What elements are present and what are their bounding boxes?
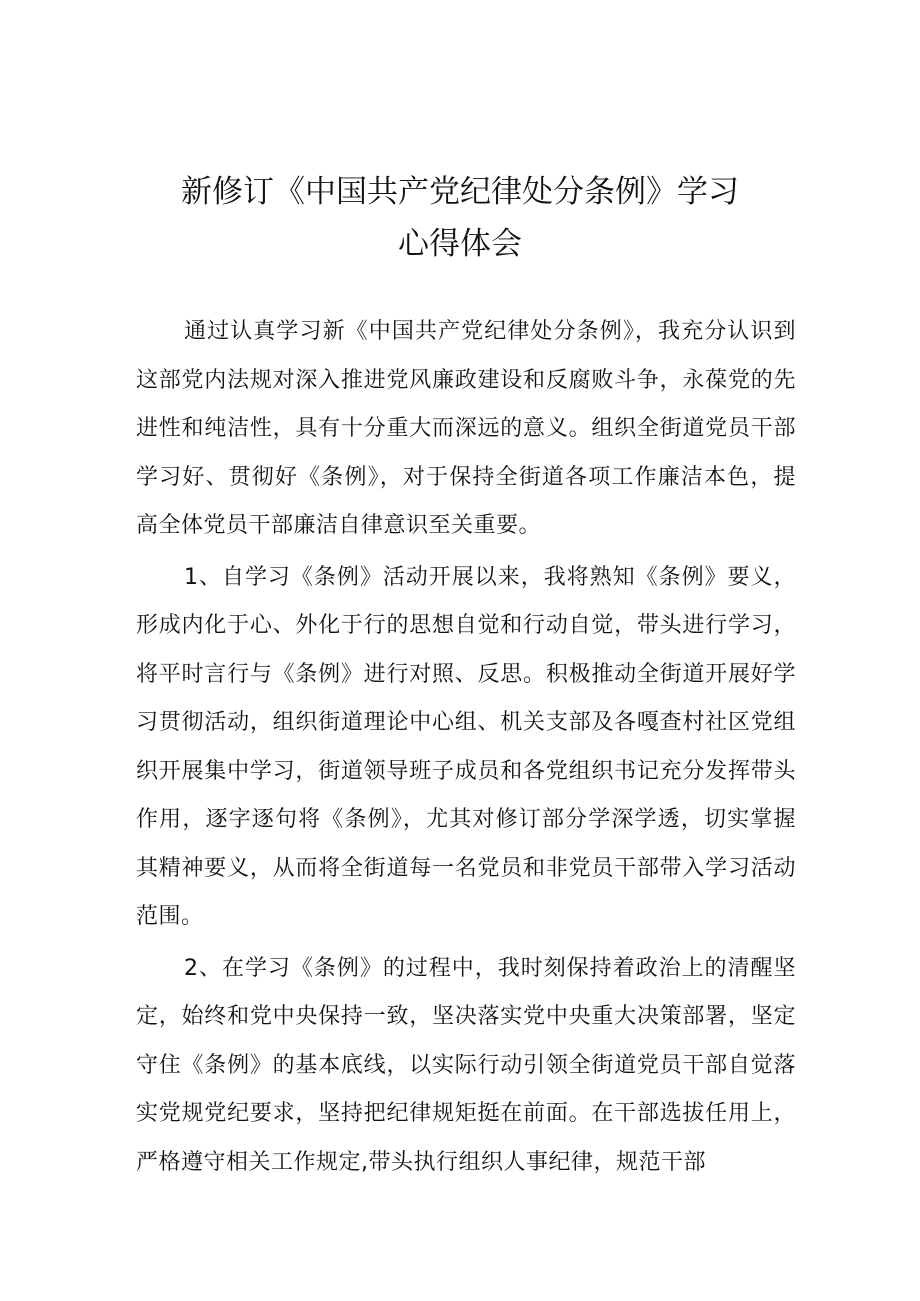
title-line-2: 心得体会 xyxy=(398,226,522,262)
title-line-1: 新修订《中国共产党纪律处分条例》学习 xyxy=(181,174,739,210)
document-title xyxy=(100,166,820,270)
paragraph-point-2: 2、在学习《条例》的过程中，我时刻保持着政治上的清醒坚定，始终和党中央保持一致，坚决落实党中央重大决策部署，坚定守住《条例》的基本底线，以实际行动引领全街道党员干部自觉落实党规党纪要求，坚持把纪律规矩挺在前面。在干部选拔任用上，严格遵守相关工作规定,带头执行组织人事纪律，规范干部 xyxy=(136,955,796,1175)
paragraph-intro: 通过认真学习新《中国共产党纪律处分条例》，我充分认识到这部党内法规对深入推进党风廉政建设和反腐败斗争，永葆党的先进性和纯洁性，具有十分重大而深远的意义。组织全街道党员干部学习好、贯彻好《条例》，对于保持全街道各项工作廉洁本色，提高全体党员干部廉洁自律意识至关重要。 xyxy=(136,319,796,538)
document-body xyxy=(136,308,796,1190)
paragraph-point-1: 1、自学习《条例》活动开展以来，我将熟知《条例》要义，形成内化于心、外化于行的思想自觉和行动自觉，带头进行学习，将平时言行与《条例》进行对照、反思。积极推动全街道开展好学习贯彻活动，组织街道理论中心组、机关支部及各嘎查村社区党组织开展集中学习，街道领导班子成员和各党组织书记充分发挥带头作用，逐字逐句将《条例》，尤其对修订部分学深学透，切实掌握其精神要义，从而将全街道每一名党员和非党员干部带入学习活动范围。 xyxy=(136,564,796,929)
